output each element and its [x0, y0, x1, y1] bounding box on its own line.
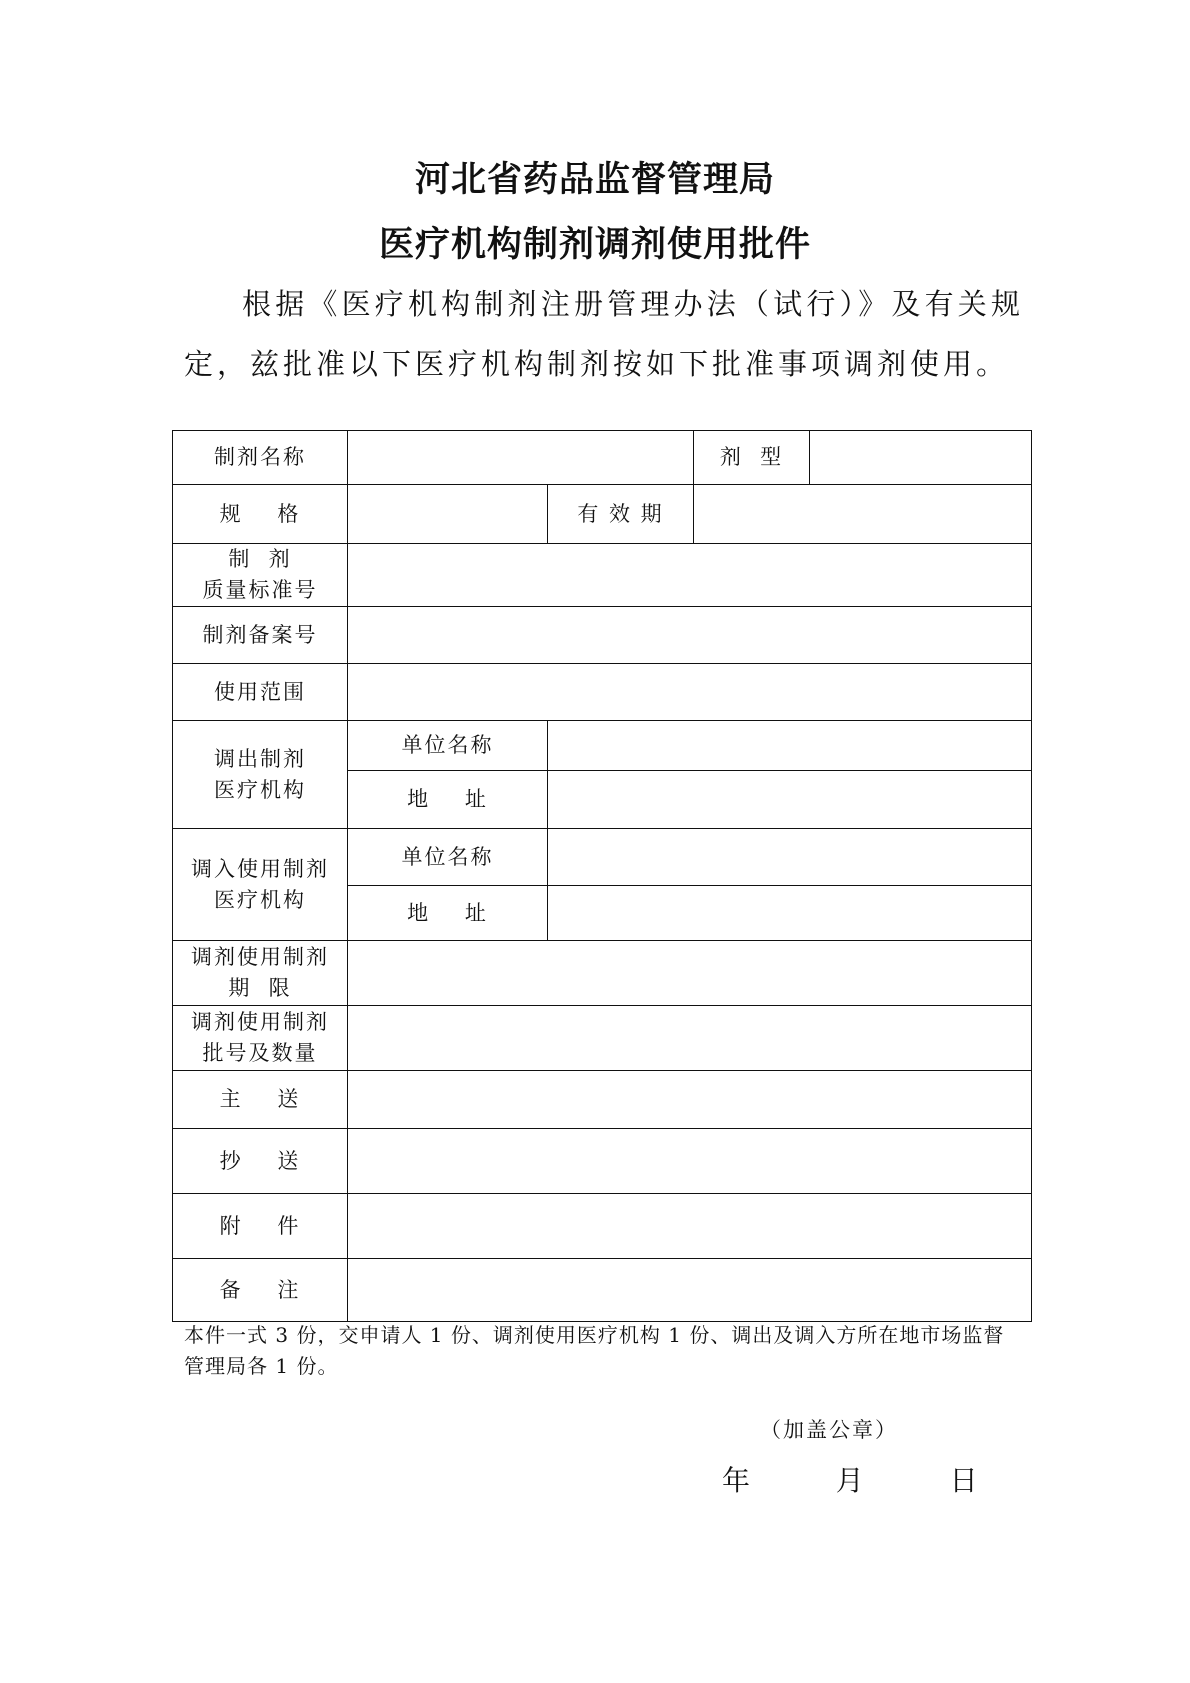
out-unit-name-label: 单位名称: [348, 721, 548, 771]
prep-name-value: [348, 431, 694, 485]
dosage-form-label: 剂 型: [694, 431, 810, 485]
intro-paragraph: 根据《医疗机构制剂注册管理办法（试行）》及有关规定，兹批准以下医疗机构制剂按如下批准事项调剂使用。: [184, 287, 1024, 381]
in-address-label: 地 址: [348, 886, 548, 941]
in-unit-name-value: [548, 829, 1032, 886]
main-send-value: [348, 1071, 1032, 1129]
quality-std-label-line2: 质量标准号: [202, 578, 318, 602]
in-institution-label-line1: 调入使用制剂: [191, 856, 329, 881]
in-unit-name-label: 单位名称: [348, 829, 548, 886]
remark-value: [348, 1259, 1032, 1322]
scope-label: 使用范围: [173, 664, 348, 721]
spec-label: 规 格: [173, 485, 348, 544]
in-institution-label: [173, 829, 348, 941]
dosage-form-value: [810, 431, 1032, 485]
validity-label: 有 效 期: [548, 485, 694, 544]
period-label-line1: 调剂使用制剂: [191, 945, 329, 969]
spec-value: [348, 485, 548, 544]
out-address-label: 地 址: [348, 771, 548, 829]
batch-value: [348, 1006, 1032, 1071]
remark-label: 备 注: [173, 1259, 348, 1322]
in-address-value: [548, 886, 1032, 941]
period-label-line2: 期 限: [228, 976, 292, 1000]
main-send-label: 主 送: [173, 1071, 348, 1129]
approval-form-table: [172, 430, 1032, 1322]
scope-value: [348, 664, 1032, 721]
attachment-value: [348, 1194, 1032, 1259]
seal-note: （加盖公章）: [760, 1418, 898, 1442]
validity-value: [694, 485, 1032, 544]
quality-std-label: [173, 544, 348, 607]
batch-label-line1: 调剂使用制剂: [191, 1010, 329, 1034]
record-no-label: 制剂备案号: [173, 607, 348, 664]
out-institution-label-line1: 调出制剂: [214, 746, 306, 771]
period-value: [348, 941, 1032, 1006]
period-label: [173, 941, 348, 1006]
out-address-value: [548, 771, 1032, 829]
quality-std-label-line1: 制 剂: [228, 547, 292, 571]
batch-label-line2: 批号及数量: [202, 1041, 318, 1065]
batch-label: [173, 1006, 348, 1071]
quality-std-value: [348, 544, 1032, 607]
cc-value: [348, 1129, 1032, 1194]
out-institution-label: [173, 721, 348, 829]
cc-label: 抄 送: [173, 1129, 348, 1194]
out-unit-name-value: [548, 721, 1032, 771]
prep-name-label: 制剂名称: [173, 431, 348, 485]
page-title-line2: 医疗机构制剂调剂使用批件: [378, 225, 811, 265]
page-title-line1: 河北省药品监督管理局: [414, 160, 775, 200]
footnote: 本件一式 3 份，交申请人 1 份、调剂使用医疗机构 1 份、调出及调入方所在地市场监督管理局各 1 份。: [184, 1323, 1005, 1378]
attachment-label: 附 件: [173, 1194, 348, 1259]
out-institution-label-line2: 医疗机构: [214, 777, 306, 802]
record-no-value: [348, 607, 1032, 664]
date-line: 年 月 日: [722, 1464, 978, 1497]
in-institution-label-line2: 医疗机构: [214, 887, 306, 912]
